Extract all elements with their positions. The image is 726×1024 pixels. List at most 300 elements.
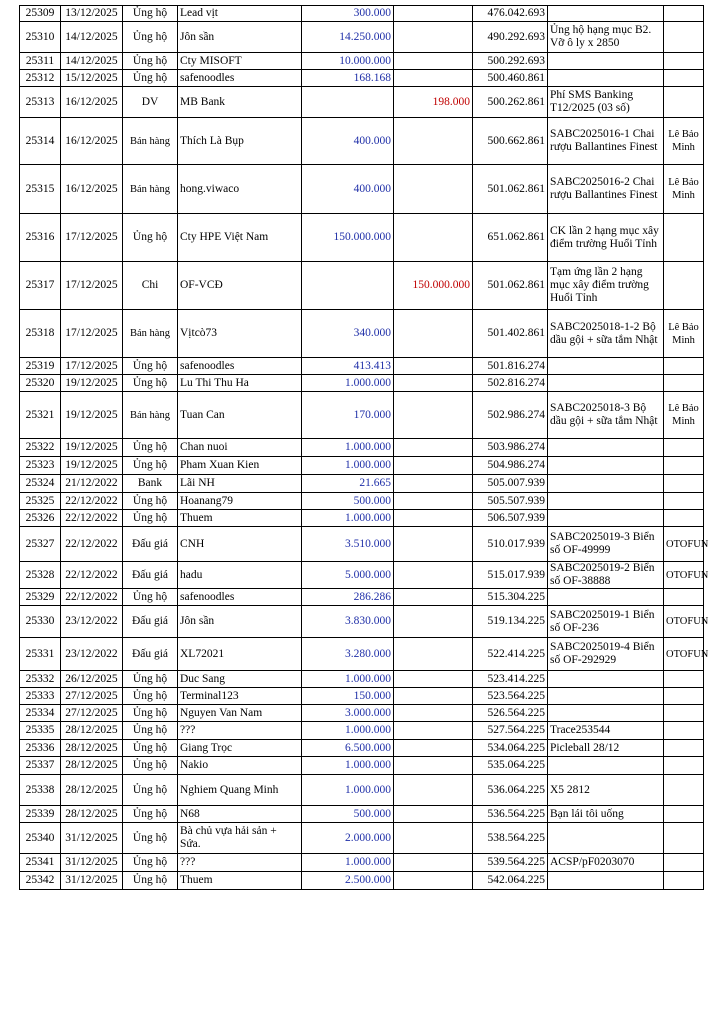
row-balance: 651.062.861: [473, 214, 548, 262]
row-person: Lê Bảo Minh: [664, 310, 704, 358]
row-balance: 501.816.274: [473, 358, 548, 375]
row-name: Nguyen Van Nam: [178, 705, 302, 722]
row-balance: 502.986.274: [473, 392, 548, 439]
row-person: [664, 457, 704, 475]
row-person: [664, 872, 704, 890]
row-type: Bank: [123, 475, 178, 493]
row-amount-in: 6.500.000: [302, 740, 394, 757]
row-id: 25336: [20, 740, 61, 757]
row-person: [664, 722, 704, 740]
row-note: SABC2025019-2 Biển số OF-38888: [548, 562, 664, 589]
row-amount-out: [394, 310, 473, 358]
table-row: [20, 70, 704, 87]
row-amount-in: 1.000.000: [302, 854, 394, 872]
row-person: OTOFUN: [664, 606, 704, 638]
row-note: [548, 475, 664, 493]
row-type: Đấu giá: [123, 638, 178, 671]
row-name: MB Bank: [178, 87, 302, 118]
row-type: Ủng hộ: [123, 70, 178, 87]
row-type: Bán hàng: [123, 310, 178, 358]
row-id: 25313: [20, 87, 61, 118]
row-date: 26/12/2025: [61, 671, 123, 688]
row-amount-in: 1.000.000: [302, 671, 394, 688]
row-person: Lê Bảo Minh: [664, 118, 704, 165]
row-amount-in: 14.250.000: [302, 22, 394, 53]
row-amount-out: [394, 510, 473, 527]
row-amount-out: [394, 493, 473, 510]
row-balance: 502.816.274: [473, 375, 548, 392]
row-id: 25337: [20, 757, 61, 775]
table-row: [20, 87, 704, 118]
row-type: DV: [123, 87, 178, 118]
table-row: [20, 457, 704, 475]
row-person: [664, 262, 704, 310]
row-balance: 522.414.225: [473, 638, 548, 671]
row-amount-in: 10.000.000: [302, 53, 394, 70]
row-date: 31/12/2025: [61, 823, 123, 854]
row-name: Nakio: [178, 757, 302, 775]
row-amount-out: [394, 806, 473, 823]
row-id: 25323: [20, 457, 61, 475]
table-row: [20, 722, 704, 740]
row-person: Lê Bảo Minh: [664, 392, 704, 439]
table-row: [20, 740, 704, 757]
table-row: [20, 757, 704, 775]
row-note: SABC2025018-1-2 Bộ dầu gội + sữa tắm Nhật: [548, 310, 664, 358]
row-amount-out: [394, 872, 473, 890]
row-type: Ủng hộ: [123, 214, 178, 262]
row-amount-in: 3.280.000: [302, 638, 394, 671]
row-amount-out: [394, 638, 473, 671]
row-person: [664, 705, 704, 722]
row-amount-in: 168.168: [302, 70, 394, 87]
table-row: [20, 214, 704, 262]
row-date: 23/12/2022: [61, 638, 123, 671]
row-note: Picleball 28/12: [548, 740, 664, 757]
row-date: 16/12/2025: [61, 87, 123, 118]
row-note: Ủng hộ hạng mục B2. Vỡ ô ly x 2850: [548, 22, 664, 53]
row-id: 25324: [20, 475, 61, 493]
row-amount-in: 413.413: [302, 358, 394, 375]
row-id: 25333: [20, 688, 61, 705]
row-amount-in: 340.000: [302, 310, 394, 358]
row-amount-in: 2.000.000: [302, 823, 394, 854]
row-balance: 506.507.939: [473, 510, 548, 527]
table-row: [20, 527, 704, 562]
row-balance: 535.064.225: [473, 757, 548, 775]
table-row: [20, 439, 704, 457]
row-note: ACSP/pF0203070: [548, 854, 664, 872]
row-balance: 536.064.225: [473, 775, 548, 806]
row-date: 17/12/2025: [61, 310, 123, 358]
row-date: 22/12/2022: [61, 510, 123, 527]
row-id: 25322: [20, 439, 61, 457]
row-date: 17/12/2025: [61, 262, 123, 310]
row-type: Đấu giá: [123, 562, 178, 589]
row-name: Tuan Can: [178, 392, 302, 439]
row-amount-out: [394, 358, 473, 375]
row-balance: 519.134.225: [473, 606, 548, 638]
row-date: 21/12/2022: [61, 475, 123, 493]
row-date: 16/12/2025: [61, 118, 123, 165]
row-name: Giang Trọc: [178, 740, 302, 757]
row-balance: 534.064.225: [473, 740, 548, 757]
row-date: 27/12/2025: [61, 705, 123, 722]
row-id: 25321: [20, 392, 61, 439]
row-name: hadu: [178, 562, 302, 589]
row-person: [664, 439, 704, 457]
row-amount-out: [394, 671, 473, 688]
row-type: Chi: [123, 262, 178, 310]
row-amount-in: 150.000.000: [302, 214, 394, 262]
row-note: [548, 671, 664, 688]
row-amount-out: 198.000: [394, 87, 473, 118]
row-balance: 542.064.225: [473, 872, 548, 890]
row-amount-in: 1.000.000: [302, 457, 394, 475]
row-amount-in: 400.000: [302, 165, 394, 214]
row-type: Bán hàng: [123, 392, 178, 439]
row-note: [548, 823, 664, 854]
row-amount-out: [394, 22, 473, 53]
row-person: [664, 493, 704, 510]
row-id: 25312: [20, 70, 61, 87]
row-person: [664, 6, 704, 22]
table-row: [20, 375, 704, 392]
row-name: Hoanang79: [178, 493, 302, 510]
row-balance: 536.564.225: [473, 806, 548, 823]
row-note: SABC2025016-2 Chai rượu Ballantines Finest: [548, 165, 664, 214]
row-person: [664, 806, 704, 823]
row-amount-in: 1.000.000: [302, 510, 394, 527]
table-row: [20, 118, 704, 165]
row-type: Ủng hộ: [123, 53, 178, 70]
row-id: 25320: [20, 375, 61, 392]
row-note: [548, 70, 664, 87]
ledger-table: [19, 5, 709, 890]
row-amount-out: [394, 740, 473, 757]
row-note: [548, 375, 664, 392]
row-amount-in: 286.286: [302, 589, 394, 606]
row-type: Ủng hộ: [123, 439, 178, 457]
row-name: OF-VCĐ: [178, 262, 302, 310]
row-balance: 500.662.861: [473, 118, 548, 165]
row-type: Ủng hộ: [123, 22, 178, 53]
row-name: CNH: [178, 527, 302, 562]
ledger-body: [20, 6, 709, 890]
row-note: CK lần 2 hạng mục xây điểm trường Huổi Tỉnh: [548, 214, 664, 262]
row-note: [548, 510, 664, 527]
row-balance: 515.017.939: [473, 562, 548, 589]
row-amount-out: [394, 823, 473, 854]
row-amount-in: 500.000: [302, 493, 394, 510]
table-row: [20, 606, 704, 638]
table-row: [20, 475, 704, 493]
row-balance: 510.017.939: [473, 527, 548, 562]
row-person: [664, 475, 704, 493]
row-amount-out: [394, 854, 473, 872]
row-type: Ủng hộ: [123, 688, 178, 705]
row-balance: 501.062.861: [473, 165, 548, 214]
row-date: 31/12/2025: [61, 872, 123, 890]
row-name: XL72021: [178, 638, 302, 671]
row-id: 25335: [20, 722, 61, 740]
row-date: 22/12/2022: [61, 589, 123, 606]
row-amount-in: 170.000: [302, 392, 394, 439]
row-id: 25325: [20, 493, 61, 510]
row-name: ???: [178, 854, 302, 872]
row-person: [664, 854, 704, 872]
row-id: 25326: [20, 510, 61, 527]
row-name: Jôn sần: [178, 606, 302, 638]
row-id: 25319: [20, 358, 61, 375]
row-name: Pham Xuan Kien: [178, 457, 302, 475]
row-balance: 504.986.274: [473, 457, 548, 475]
row-type: Ủng hộ: [123, 854, 178, 872]
row-type: Ủng hộ: [123, 457, 178, 475]
row-id: 25341: [20, 854, 61, 872]
row-note: [548, 757, 664, 775]
row-amount-out: [394, 527, 473, 562]
row-type: Ủng hộ: [123, 722, 178, 740]
row-date: 28/12/2025: [61, 806, 123, 823]
row-name: Lu Thi Thu Ha: [178, 375, 302, 392]
table-row: [20, 6, 704, 22]
row-note: Tạm ứng lần 2 hạng mục xây điểm trường Huổi Tỉnh: [548, 262, 664, 310]
row-id: 25331: [20, 638, 61, 671]
row-note: [548, 53, 664, 70]
row-balance: 538.564.225: [473, 823, 548, 854]
row-person: OTOFUN: [664, 638, 704, 671]
row-amount-in: 1.000.000: [302, 722, 394, 740]
table-row: [20, 823, 704, 854]
row-person: [664, 589, 704, 606]
row-name: Lead vịt: [178, 6, 302, 22]
row-date: 22/12/2022: [61, 493, 123, 510]
row-date: 19/12/2025: [61, 392, 123, 439]
row-person: [664, 22, 704, 53]
row-amount-in: 400.000: [302, 118, 394, 165]
row-balance: 523.414.225: [473, 671, 548, 688]
row-id: 25315: [20, 165, 61, 214]
row-note: [548, 493, 664, 510]
row-amount-in: [302, 262, 394, 310]
row-date: 17/12/2025: [61, 358, 123, 375]
row-name: Jôn sần: [178, 22, 302, 53]
row-type: Ủng hộ: [123, 671, 178, 688]
row-amount-in: 1.000.000: [302, 375, 394, 392]
row-type: Đấu giá: [123, 527, 178, 562]
row-type: Ủng hộ: [123, 740, 178, 757]
row-name: safenoodles: [178, 589, 302, 606]
row-balance: 523.564.225: [473, 688, 548, 705]
row-amount-out: [394, 375, 473, 392]
row-amount-out: [394, 165, 473, 214]
row-amount-out: [394, 6, 473, 22]
row-id: 25342: [20, 872, 61, 890]
row-person: [664, 757, 704, 775]
table-row: [20, 310, 704, 358]
row-person: [664, 775, 704, 806]
table-row: [20, 872, 704, 890]
row-name: N68: [178, 806, 302, 823]
row-amount-out: 150.000.000: [394, 262, 473, 310]
row-amount-out: [394, 688, 473, 705]
table-row: [20, 775, 704, 806]
row-name: Bà chủ vựa hải sản + Sứa.: [178, 823, 302, 854]
row-balance: 500.262.861: [473, 87, 548, 118]
row-date: 28/12/2025: [61, 740, 123, 757]
row-note: SABC2025019-1 Biển số OF-236: [548, 606, 664, 638]
row-id: 25318: [20, 310, 61, 358]
row-balance: 505.507.939: [473, 493, 548, 510]
row-type: Ủng hộ: [123, 493, 178, 510]
row-name: Lãi NH: [178, 475, 302, 493]
row-name: Thích Là Bụp: [178, 118, 302, 165]
table-row: [20, 562, 704, 589]
row-amount-out: [394, 562, 473, 589]
row-person: [664, 823, 704, 854]
row-name: safenoodles: [178, 358, 302, 375]
row-date: 19/12/2025: [61, 439, 123, 457]
row-type: Đấu giá: [123, 606, 178, 638]
row-note: SABC2025018-3 Bộ dầu gội + sữa tắm Nhật: [548, 392, 664, 439]
row-person: [664, 358, 704, 375]
row-type: Ủng hộ: [123, 872, 178, 890]
row-amount-out: [394, 439, 473, 457]
row-id: 25340: [20, 823, 61, 854]
row-balance: 501.062.861: [473, 262, 548, 310]
row-id: 25314: [20, 118, 61, 165]
row-date: 22/12/2022: [61, 562, 123, 589]
row-id: 25338: [20, 775, 61, 806]
row-type: Ủng hộ: [123, 775, 178, 806]
row-person: [664, 53, 704, 70]
table-row: [20, 165, 704, 214]
row-amount-out: [394, 589, 473, 606]
row-date: 14/12/2025: [61, 22, 123, 53]
row-amount-in: 3.510.000: [302, 527, 394, 562]
row-person: [664, 671, 704, 688]
table-row: [20, 854, 704, 872]
row-amount-out: [394, 722, 473, 740]
row-date: 17/12/2025: [61, 214, 123, 262]
row-name: Thuem: [178, 510, 302, 527]
row-balance: 505.007.939: [473, 475, 548, 493]
row-id: 25334: [20, 705, 61, 722]
row-note: [548, 358, 664, 375]
row-name: Chan nuoi: [178, 439, 302, 457]
row-balance: 526.564.225: [473, 705, 548, 722]
row-person: OTOFUN: [664, 527, 704, 562]
row-amount-out: [394, 457, 473, 475]
row-person: [664, 375, 704, 392]
row-id: 25328: [20, 562, 61, 589]
row-amount-out: [394, 53, 473, 70]
row-date: 19/12/2025: [61, 375, 123, 392]
row-type: Bán hàng: [123, 118, 178, 165]
row-name: Duc Sang: [178, 671, 302, 688]
row-note: X5 2812: [548, 775, 664, 806]
row-note: [548, 6, 664, 22]
row-amount-out: [394, 70, 473, 87]
row-type: Ủng hộ: [123, 705, 178, 722]
row-amount-out: [394, 775, 473, 806]
table-row: [20, 358, 704, 375]
row-person: Lê Bảo Minh: [664, 165, 704, 214]
row-name: Thuem: [178, 872, 302, 890]
row-id: 25316: [20, 214, 61, 262]
row-amount-in: 5.000.000: [302, 562, 394, 589]
row-note: Phí SMS Banking T12/2025 (03 số): [548, 87, 664, 118]
row-id: 25309: [20, 6, 61, 22]
row-balance: 476.042.693: [473, 6, 548, 22]
row-date: 23/12/2022: [61, 606, 123, 638]
row-type: Ủng hộ: [123, 375, 178, 392]
row-amount-in: 21.665: [302, 475, 394, 493]
row-name: safenoodles: [178, 70, 302, 87]
row-id: 25310: [20, 22, 61, 53]
row-amount-out: [394, 606, 473, 638]
row-amount-in: 3.830.000: [302, 606, 394, 638]
row-name: Cty MISOFT: [178, 53, 302, 70]
row-note: [548, 705, 664, 722]
row-note: Trace253544: [548, 722, 664, 740]
row-balance: 500.460.861: [473, 70, 548, 87]
row-person: [664, 688, 704, 705]
row-name: ???: [178, 722, 302, 740]
row-amount-in: 300.000: [302, 6, 394, 22]
row-balance: 501.402.861: [473, 310, 548, 358]
row-date: 28/12/2025: [61, 757, 123, 775]
row-balance: 515.304.225: [473, 589, 548, 606]
row-date: 28/12/2025: [61, 722, 123, 740]
row-balance: 503.986.274: [473, 439, 548, 457]
row-type: Ủng hộ: [123, 806, 178, 823]
row-date: 22/12/2022: [61, 527, 123, 562]
row-id: 25317: [20, 262, 61, 310]
row-date: 13/12/2025: [61, 6, 123, 22]
row-amount-in: [302, 87, 394, 118]
table-row: [20, 493, 704, 510]
table-row: [20, 705, 704, 722]
row-amount-out: [394, 118, 473, 165]
row-name: Cty HPE Việt Nam: [178, 214, 302, 262]
row-id: 25339: [20, 806, 61, 823]
table-row: [20, 806, 704, 823]
row-date: 31/12/2025: [61, 854, 123, 872]
row-date: 14/12/2025: [61, 53, 123, 70]
row-amount-in: 1.000.000: [302, 757, 394, 775]
table-row: [20, 688, 704, 705]
row-person: [664, 740, 704, 757]
row-note: [548, 589, 664, 606]
table-row: [20, 638, 704, 671]
row-amount-in: 1.000.000: [302, 775, 394, 806]
row-id: 25330: [20, 606, 61, 638]
row-person: [664, 214, 704, 262]
row-note: SABC2025019-4 Biển số OF-292929: [548, 638, 664, 671]
row-name: Vịtcò73: [178, 310, 302, 358]
row-date: 28/12/2025: [61, 775, 123, 806]
row-amount-in: 500.000: [302, 806, 394, 823]
row-date: 19/12/2025: [61, 457, 123, 475]
table-row: [20, 671, 704, 688]
row-date: 27/12/2025: [61, 688, 123, 705]
table-row: [20, 589, 704, 606]
row-balance: 490.292.693: [473, 22, 548, 53]
row-amount-in: 1.000.000: [302, 439, 394, 457]
row-note: [548, 872, 664, 890]
